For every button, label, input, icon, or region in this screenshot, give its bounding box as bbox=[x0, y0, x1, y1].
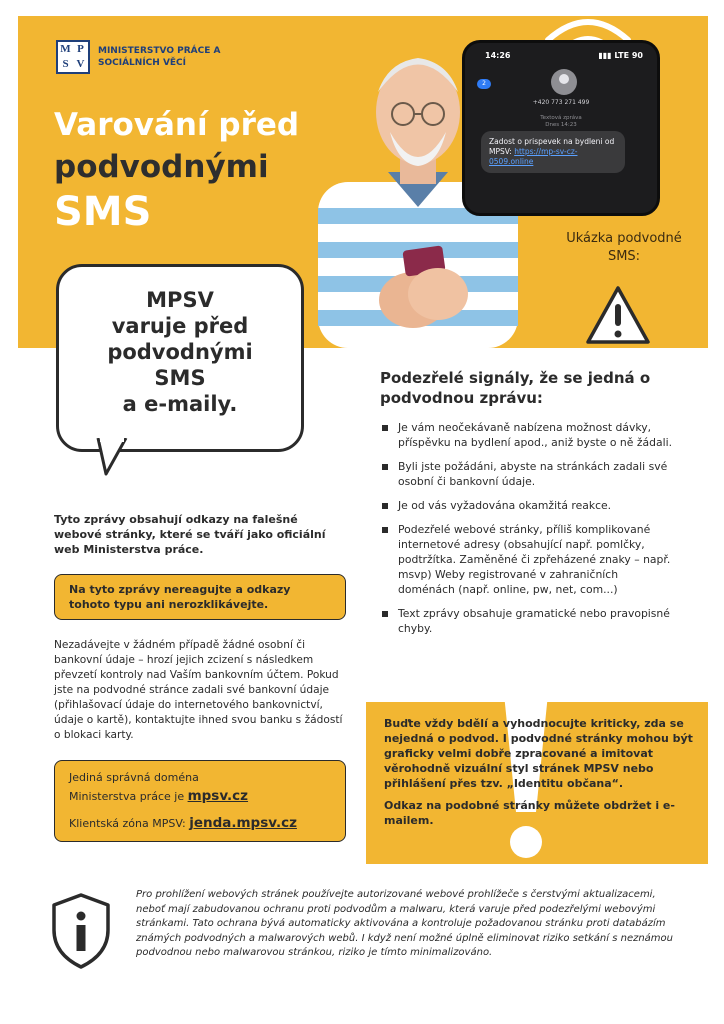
logo-text: MINISTERSTVO PRÁCE A SOCIÁLNÍCH VĚCÍ bbox=[98, 46, 221, 68]
logo-letter: V bbox=[76, 58, 85, 70]
signals-heading: Podezřelé signály, že se jedná o podvodnou zprávu: bbox=[380, 369, 651, 407]
domain-prefix: Ministerstva práce je bbox=[69, 790, 188, 803]
main-domain-link[interactable]: mpsv.cz bbox=[187, 788, 249, 804]
sms-bubble bbox=[481, 131, 625, 173]
logo-letter: S bbox=[62, 58, 69, 70]
signals-list bbox=[380, 420, 676, 645]
bank-warning-paragraph: Nezadávejte v žádném případě žádné osobní či bankovní údaje – hrozí jejich zcizení s následkem převzetí kontroly nad Vaším bankovním účtem. Pokud jste na podvodné stránce zadali své bankovní údaje (přihlašovací údaje do internetového bankovnictví, údaje o kartě), kontaktujte ihned svou banku s žádostí o blokaci karty. bbox=[54, 639, 343, 741]
list-item: Je od vás vyžadována okamžitá reakce. bbox=[380, 498, 676, 513]
bubble-line: a e-maily. bbox=[122, 392, 238, 416]
list-item: Podezřelé webové stránky, příliš komplikované internetové adresy (obsahující např. pomlčky, podtržítka. Zaměněné či zpřeházené znaky – např. msvp) Weby registrované v zahraničních doménách (např. online, pw, net, com...) bbox=[380, 522, 676, 597]
alert-paragraph-2: Odkaz na podobné stránky můžete obdržet i e-mailem. bbox=[384, 799, 675, 827]
list-item: Je vám neočekávaně nabízena možnost dávky, příspěvku na bydlení apod., aniž byste o ně žádali. bbox=[380, 420, 676, 450]
title-line-3: SMS bbox=[54, 189, 152, 235]
browser-security-note: Pro prohlížení webových stránek používejte autorizované webové prohlížeče s čerstvými aktualizacemi, neboť mají zabudovanou ochranu proti podvodům a malwaru, která varuje před podezřelými webovými stránkami. Tato ochrana bývá automaticky aktivována a kontroluje požadovanou stránku proti databázím známých podvodných a malwarových webů. I když není možné úplně eliminovat riziko setkání s neznámou podvodnou nebo malwarovou stránkou, riziko je tímto minimalizováno. bbox=[136, 889, 674, 958]
phone-mockup bbox=[462, 40, 660, 216]
bubble-line: MPSV bbox=[146, 288, 214, 312]
logo-letter: P bbox=[77, 43, 84, 55]
intro-text: Tyto zprávy obsahují odkazy na falešné webové stránky, které se tváří jako oficiální web Ministerstva práce. bbox=[54, 513, 326, 556]
do-not-click-callout: Na tyto zprávy nereagujte a odkazy tohoto typu ani nerozklikávejte. bbox=[54, 574, 346, 620]
client-zone-link[interactable]: jenda.mpsv.cz bbox=[189, 815, 297, 831]
list-item: Byli jste požádáni, abyste na stránkách zadali své osobní či bankovní údaje. bbox=[380, 459, 676, 489]
list-item: Text zprávy obsahuje gramatické nebo pravopisné chyby. bbox=[380, 606, 676, 636]
mpsv-logo bbox=[56, 40, 248, 74]
vigilance-alert-box bbox=[366, 702, 708, 864]
phone-network: LTE bbox=[614, 51, 630, 60]
back-icon: 2 bbox=[477, 79, 491, 89]
logo-letter: M bbox=[60, 43, 71, 55]
info-shield-icon bbox=[50, 892, 112, 970]
message-type: Textová zpráva bbox=[540, 115, 582, 121]
bubble-line: podvodnými bbox=[107, 340, 253, 364]
phone-time: 14:26 bbox=[485, 51, 511, 60]
message-meta bbox=[465, 115, 657, 129]
sample-sms-label: Ukázka podvodné SMS: bbox=[566, 231, 682, 264]
sms-text: Zadost o prispevek na bydleni od MPSV: bbox=[489, 137, 615, 156]
phone-battery: 90 bbox=[631, 51, 643, 60]
alert-text bbox=[384, 716, 694, 828]
phone-signal: ▮▮▮ LTE 90 bbox=[598, 51, 643, 60]
title-line-1: Varování před bbox=[54, 107, 300, 143]
logo-mark bbox=[56, 40, 90, 74]
official-domain-box bbox=[54, 760, 346, 842]
domain-line-1: Jediná správná doména bbox=[69, 771, 199, 784]
sender-number: +420 773 271 499 bbox=[532, 99, 590, 106]
phone-status-bar bbox=[465, 43, 657, 60]
domain-line-3 bbox=[69, 815, 331, 832]
client-zone-prefix: Klientská zóna MPSV: bbox=[69, 817, 190, 830]
speech-bubble bbox=[56, 264, 304, 452]
message-date: Dnes 14:23 bbox=[545, 122, 577, 128]
sms-fake-link: https://mp-sv-cz-0509.online bbox=[489, 147, 578, 166]
contact-avatar bbox=[551, 69, 577, 95]
bubble-line: varuje před bbox=[111, 314, 249, 338]
bubble-line: SMS bbox=[154, 366, 206, 390]
page-title bbox=[54, 104, 299, 236]
title-line-2: podvodnými bbox=[54, 149, 269, 185]
warning-icon bbox=[584, 284, 652, 346]
domain-line-2 bbox=[69, 788, 331, 805]
speech-bubble-text bbox=[59, 287, 301, 417]
alert-paragraph-1: Buďte vždy bdělí a vyhodnocujte kriticky, zda se nejedná o podvod. I podvodné stránky mohou být graficky velmi dobře zpracované a imitovat věrohodně vizuální styl stránek MPSV nebo přihlášení přes tzv. „Identitu občana“. bbox=[384, 717, 693, 790]
speech-bubble-tail bbox=[96, 438, 136, 478]
